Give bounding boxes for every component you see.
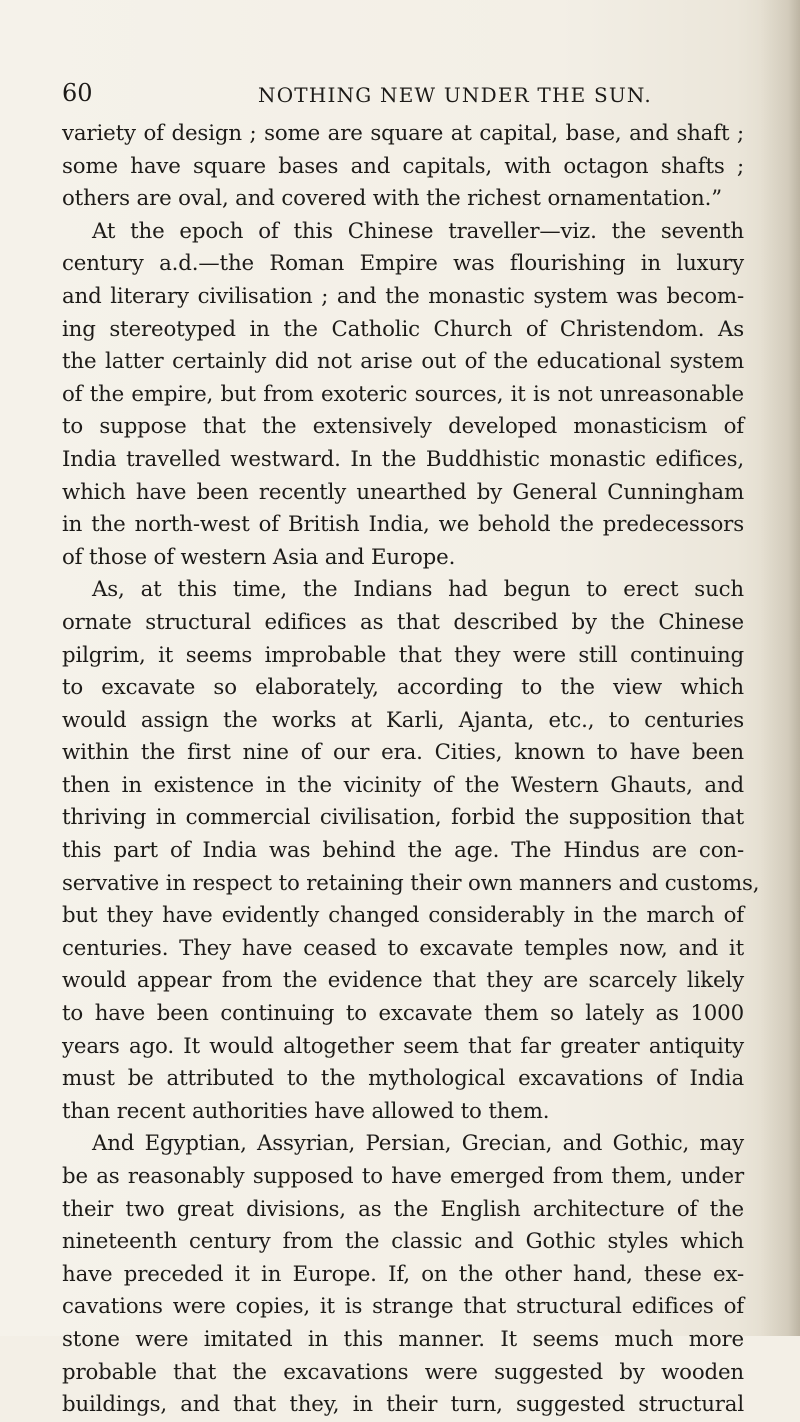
text-line: buildings, and that they, in their turn, suggested structural: [62, 1392, 744, 1418]
text-line: of those of western Asia and Europe.: [62, 544, 456, 570]
text-line: stone were imitated in this manner. It seems much more: [62, 1326, 744, 1352]
text-line: have preceded it in Europe. If, on the other hand, these ex-: [62, 1261, 744, 1287]
text-line: century a.d.—the Roman Empire was flourishing in luxury: [62, 251, 744, 277]
text-line: cavations were copies, it is strange that structural edifices of: [62, 1294, 744, 1320]
text-line: ornate structural edifices as that described by the Chinese: [62, 609, 744, 635]
text-line: which have been recently unearthed by General Cunningham: [62, 479, 744, 505]
text-line: within the first nine of our era. Cities, known to have been: [62, 740, 744, 766]
text-line: India travelled westward. In the Buddhistic monastic edifices,: [62, 446, 744, 472]
text-line: probable that the excavations were suggested by wooden: [62, 1359, 744, 1385]
body-text: [62, 118, 760, 1422]
text-line: would assign the works at Karli, Ajanta, etc., to centuries: [62, 707, 744, 733]
text-line: the latter certainly did not arise out of the educational system: [62, 349, 744, 375]
text-line: nineteenth century from the classic and Gothic styles which: [62, 1229, 744, 1255]
text-line: to suppose that the extensively developed monasticism of: [62, 414, 744, 440]
page-header: [62, 78, 742, 114]
text-line: but they have evidently changed considerably in the march of: [62, 903, 744, 929]
text-line: and literary civilisation ; and the monastic system was becom-: [62, 283, 744, 309]
text-line: others are oval, and covered with the richest ornamentation.”: [62, 186, 722, 212]
text-line: of the empire, but from exoteric sources, it is not unreasonable: [62, 381, 744, 407]
text-line: this part of India was behind the age. The Hindus are con-: [62, 838, 744, 864]
page-edge-shadow: [760, 0, 800, 1336]
text-line: then in existence in the vicinity of the Western Ghauts, and: [62, 772, 744, 798]
text-line: variety of design ; some are square at capital, base, and shaft ;: [62, 121, 744, 146]
text-line: thriving in commercial civilisation, forbid the supposition that: [62, 805, 744, 831]
text-line: be as reasonably supposed to have emerged from them, under: [62, 1164, 744, 1189]
text-line: servative in respect to retaining their own manners and customs,: [62, 870, 760, 896]
text-line: pilgrim, it seems improbable that they were still continuing: [62, 642, 744, 668]
text-line: years ago. It would altogether seem that far greater antiquity: [62, 1033, 744, 1059]
text-line: centuries. They have ceased to excavate temples now, and it: [62, 935, 744, 961]
page-number: 60: [62, 79, 93, 107]
text-line: to have been continuing to excavate them so lately as 1000: [62, 1001, 744, 1027]
text-line: to excavate so elaborately, according to the view which: [62, 675, 744, 701]
text-line: As, at this time, the Indians had begun to erect such: [92, 577, 744, 603]
running-head: NOTHING NEW UNDER THE SUN.: [258, 83, 652, 107]
text-line: their two great divisions, as the English architecture of the: [62, 1196, 744, 1222]
text-line: must be attributed to the mythological excavations of India: [62, 1066, 744, 1092]
text-line: in the north-west of British India, we behold the predecessors: [62, 512, 744, 538]
text-line: And Egyptian, Assyrian, Persian, Grecian, and Gothic, may: [92, 1131, 744, 1157]
text-line: ing stereotyped in the Catholic Church of Christendom. As: [62, 316, 744, 342]
text-line: would appear from the evidence that they are scarcely likely: [62, 968, 744, 994]
text-line: some have square bases and capitals, with octagon shafts ;: [62, 153, 744, 179]
text-line: At the epoch of this Chinese traveller—viz. the seventh: [92, 218, 744, 244]
text-line: than recent authorities have allowed to them.: [62, 1098, 550, 1124]
